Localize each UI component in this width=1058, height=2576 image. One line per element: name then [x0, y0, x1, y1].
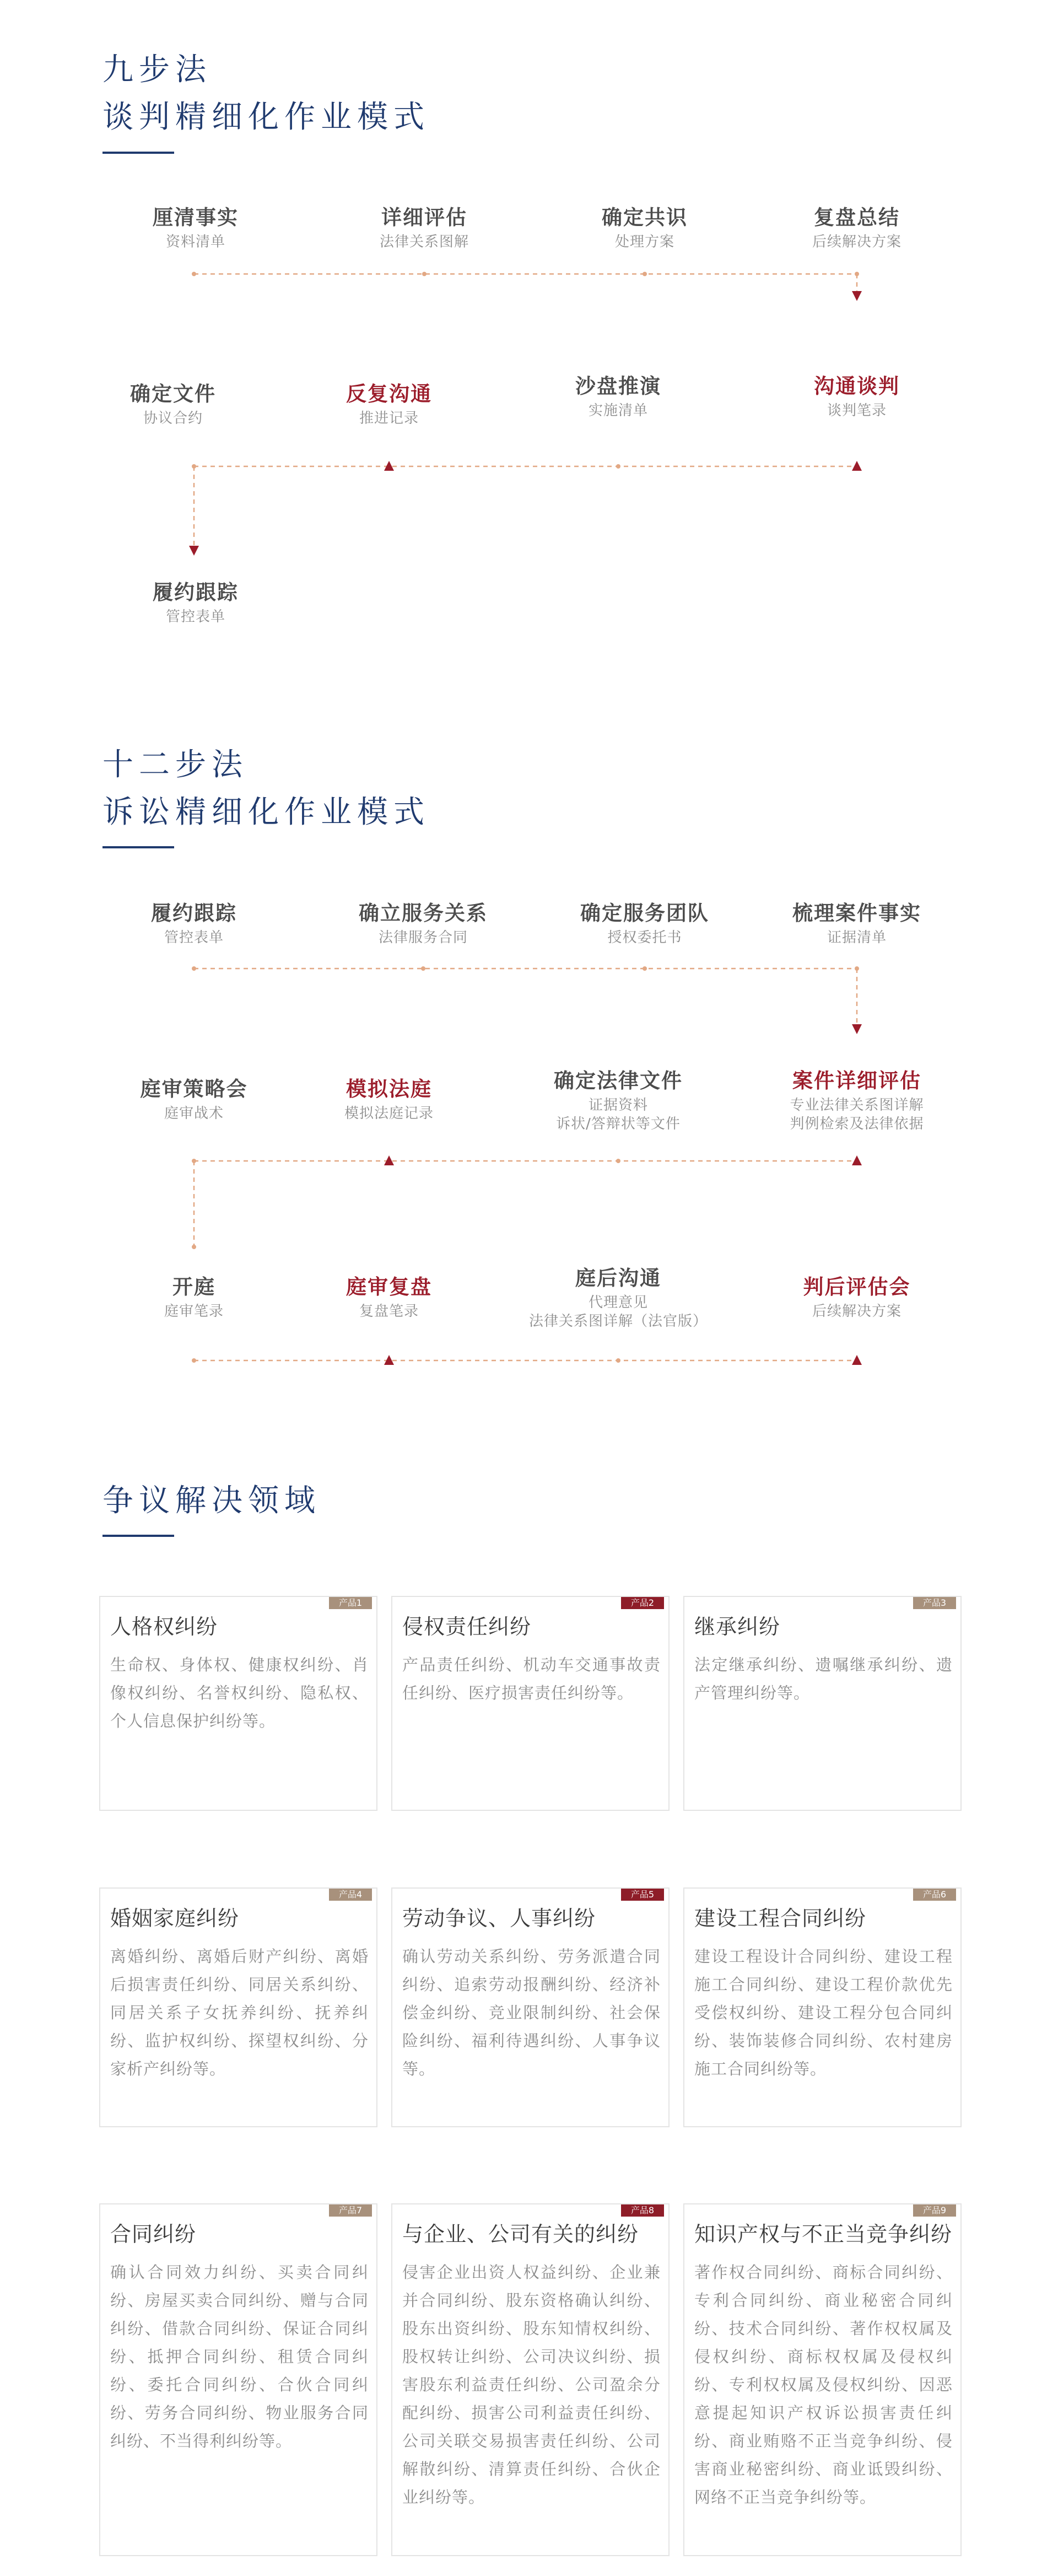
step-name: 沙盘推演: [575, 374, 661, 398]
step-sub: 处理方案: [614, 234, 674, 250]
step-sub: 代理意见: [588, 1294, 648, 1311]
product-badge: 产品3: [913, 1597, 956, 1609]
card-title: 劳动争议、人事纠纷: [402, 1906, 596, 1930]
step-name: 案件详细评估: [792, 1069, 921, 1093]
step-sub: 专业法律关系图详解: [790, 1097, 924, 1114]
step-sub: 庭审笔录: [164, 1303, 224, 1320]
card-body: 侵害企业出资人权益纠纷、企业兼并合同纠纷、股东资格确认纠纷、股东出资纠纷、股东知情权纠纷、股权转让纠纷、公司决议纠纷、损害股东利益责任纠纷、公司盈余分配纠纷、损害公司利益责任纠纷、公司关联交易损害责任纠纷、公司解散纠纷、清算责任纠纷、合伙企业纠纷等。: [402, 2263, 661, 2507]
arrow-down-icon: [852, 1024, 862, 1034]
card-title: 建设工程合同纠纷: [694, 1906, 867, 1930]
step-sub: 后续解决方案: [812, 1303, 902, 1320]
section1-title-line2: 谈判精细化作业模式: [102, 99, 430, 135]
card-body: 确认劳动关系纠纷、劳务派遣合同纠纷、追索劳动报酬纠纷、经济补偿金纠纷、竞业限制纠纷、社会保险纠纷、福利待遇纠纷、人事争议等。: [402, 1947, 661, 2078]
step-name: 复盘总结: [814, 206, 900, 229]
card-corporate: [391, 2203, 670, 2556]
card-title: 继承纠纷: [694, 1615, 781, 1639]
step-sub: 庭审战术: [164, 1105, 224, 1122]
section3-title: 争议解决领域: [102, 1483, 321, 1519]
product-badge: 产品9: [913, 2204, 956, 2217]
card-title: 知识产权与不正当竞争纠纷: [694, 2222, 953, 2246]
step-name: 确定法律文件: [554, 1069, 683, 1093]
step-name: 详细评估: [381, 206, 467, 229]
step-name: 履约跟踪: [151, 901, 237, 925]
step-name: 确定服务团队: [580, 901, 709, 925]
step-sub: 后续解决方案: [812, 234, 902, 250]
card-body: 产品责任纠纷、机动车交通事故责任纠纷、医疗损害责任纠纷等。: [402, 1655, 661, 1702]
section2-title-line1: 十二步法: [102, 747, 248, 783]
step-sub: 资料清单: [165, 234, 225, 250]
step-sub: 推进记录: [359, 410, 419, 427]
step-name: 反复沟通: [346, 382, 432, 406]
step-name: 确定文件: [130, 382, 216, 406]
card-contract: [99, 2203, 377, 2556]
product-badge: 产品7: [329, 2204, 372, 2217]
card-body: 建设工程设计合同纠纷、建设工程施工合同纠纷、建设工程价款优先受偿权纠纷、建设工程分包合同纠纷、装饰装修合同纠纷、农村建房施工合同纠纷等。: [694, 1947, 953, 2078]
step-name: 确定共识: [602, 206, 688, 229]
step-sub: 法律关系图解: [379, 234, 469, 250]
product-badge: 产品8: [621, 2204, 664, 2217]
card-title: 人格权纠纷: [110, 1615, 218, 1639]
section2-title-line2: 诉讼精细化作业模式: [102, 794, 430, 830]
step-name: 开庭: [172, 1275, 215, 1299]
step-sub: 授权委托书: [607, 929, 682, 946]
card-title: 侵权责任纠纷: [402, 1615, 532, 1639]
step-sub-2: 诉状/答辩状等文件: [556, 1116, 681, 1132]
step-name: 判后评估会: [803, 1275, 911, 1299]
step-sub-2: 判例检索及法律依据: [790, 1116, 924, 1132]
product-badge: 产品5: [621, 1889, 664, 1901]
step-sub-2: 法律关系图详解（法官版）: [528, 1313, 708, 1330]
product-badge: 产品1: [329, 1597, 372, 1609]
step-name: 履约跟踪: [153, 580, 239, 604]
card-body: 确认合同效力纠纷、买卖合同纠纷、房屋买卖合同纠纷、赠与合同纠纷、借款合同纠纷、保证合同纠纷、抵押合同纠纷、租赁合同纠纷、委托合同纠纷、合伙合同纠纷、劳务合同纠纷、物业服务合同纠纷、不当得利纠纷等。: [110, 2263, 369, 2450]
product-badge: 产品2: [621, 1597, 664, 1609]
step-name: 沟通谈判: [814, 374, 900, 398]
card-body: 法定继承纠纷、遗嘱继承纠纷、遗产管理纠纷等。: [694, 1655, 953, 1702]
step-name: 庭审策略会: [140, 1077, 248, 1101]
step-name: 梳理案件事实: [792, 901, 921, 925]
step-sub: 谈判笔录: [827, 402, 887, 419]
card-body: 离婚纠纷、离婚后财产纠纷、离婚后损害责任纠纷、同居关系纠纷、同居关系子女抚养纠纷、抚养纠纷、监护权纠纷、探望权纠纷、分家析产纠纷等。: [110, 1947, 369, 2078]
card-title: 合同纠纷: [110, 2222, 197, 2246]
card-body: 著作权合同纠纷、商标合同纠纷、专利合同纠纷、商业秘密合同纠纷、技术合同纠纷、著作权权属及侵权纠纷、商标权权属及侵权纠纷、专利权权属及侵权纠纷、因恶意提起知识产权诉讼损害责任纠纷、商业贿赂不正当竞争纠纷、侵害商业秘密纠纷、商业诋毁纠纷、网络不正当竞争纠纷等。: [694, 2263, 953, 2507]
step-sub: 管控表单: [165, 609, 225, 625]
step-sub: 法律服务合同: [378, 929, 468, 946]
card-title: 婚姻家庭纠纷: [110, 1906, 240, 1930]
card-personality-rights: [99, 1596, 377, 1811]
step-name: 模拟法庭: [346, 1077, 432, 1101]
product-badge: 产品6: [913, 1889, 956, 1901]
step-sub: 复盘笔录: [359, 1303, 419, 1320]
step-sub: 证据资料: [588, 1097, 648, 1114]
step-name: 庭后沟通: [575, 1266, 661, 1290]
section1-title-line1: 九步法: [102, 52, 212, 88]
step-sub: 实施清单: [588, 402, 648, 419]
card-marriage-family: [99, 1887, 377, 2127]
step-sub: 模拟法庭记录: [344, 1105, 434, 1122]
step-name: 厘清事实: [153, 206, 239, 229]
arrow-up-icon: [852, 1355, 862, 1365]
step-sub: 协议合约: [143, 410, 203, 427]
card-body: 生命权、身体权、健康权纠纷、肖像权纠纷、名誉权纠纷、隐私权、个人信息保护纠纷等。: [110, 1655, 369, 1730]
section3-title-underline: [102, 1535, 174, 1537]
card-tort-liability: [391, 1596, 670, 1811]
step-name: 确立服务关系: [359, 901, 488, 925]
step-sub: 管控表单: [164, 929, 224, 946]
card-labor-dispute: [391, 1887, 670, 2127]
card-construction-contract: [683, 1887, 962, 2127]
step-sub: 证据清单: [827, 929, 887, 946]
arrow-up-icon: [852, 1155, 862, 1165]
card-title: 与企业、公司有关的纠纷: [402, 2222, 639, 2246]
card-inheritance: [683, 1596, 962, 1811]
product-badge: 产品4: [329, 1889, 372, 1901]
card-ip-competition: [683, 2203, 962, 2556]
step-name: 庭审复盘: [346, 1275, 432, 1299]
